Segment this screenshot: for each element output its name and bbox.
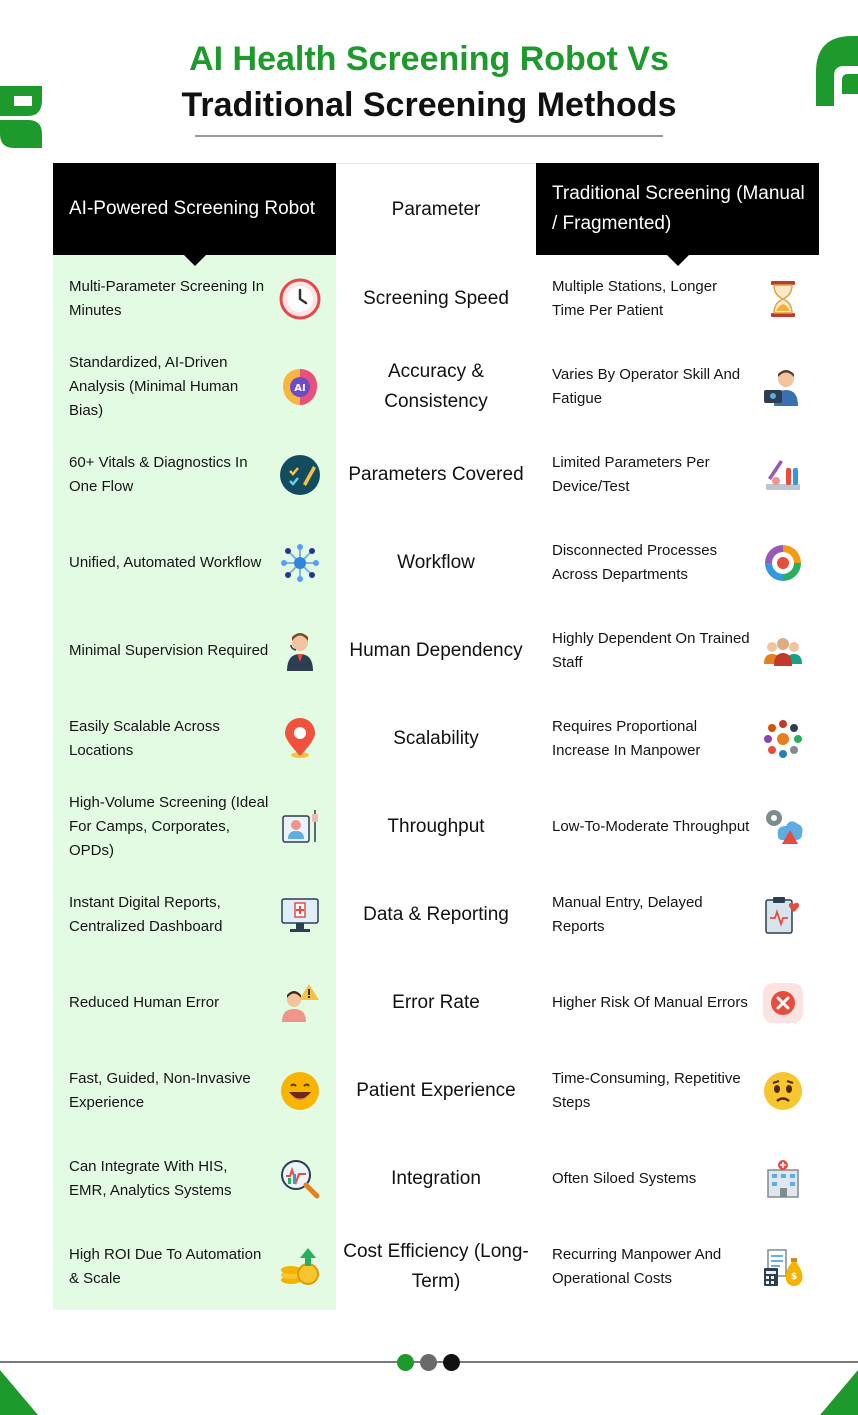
traditional-cell: Multiple Stations, Longer Time Per Patient <box>552 278 718 319</box>
table-row <box>53 1135 819 1223</box>
tired-operator-icon <box>762 366 804 408</box>
person-alert-icon <box>279 982 321 1024</box>
traditional-cell: Low-To-Moderate Throughput <box>552 818 750 835</box>
parameter-cell: Accuracy & Consistency <box>384 361 488 412</box>
traditional-cell: Recurring Manpower And Operational Costs <box>552 1246 722 1287</box>
hourglass-icon <box>762 278 804 320</box>
traditional-cell: Highly Dependent On Trained Staff <box>552 630 750 671</box>
header-parameter-label: Parameter <box>391 198 481 220</box>
dashboard-monitor-icon <box>279 894 321 936</box>
ai-cell: 60+ Vitals & Diagnostics In One Flow <box>69 454 248 495</box>
lab-test-tubes-icon <box>762 454 804 496</box>
ai-cell: Minimal Supervision Required <box>69 642 269 659</box>
coins-growth-icon <box>279 1246 321 1288</box>
ai-cell: Standardized, AI-Driven Analysis (Minimal Human Bias) <box>69 354 239 419</box>
traditional-cell: Disconnected Processes Across Departments <box>552 542 718 583</box>
parameter-cell: Patient Experience <box>356 1080 516 1101</box>
header-traditional-label: Traditional Screening (Manual / Fragmented) <box>552 183 805 234</box>
support-agent-icon <box>279 630 321 672</box>
header-parameter <box>336 163 536 255</box>
stopwatch-icon <box>279 278 321 320</box>
table-row <box>53 1223 819 1311</box>
patient-monitor-icon <box>279 806 321 848</box>
corner-triangle-right <box>820 1370 858 1415</box>
ai-brain-icon <box>279 366 321 408</box>
table-row <box>53 783 819 871</box>
parameter-cell: Human Dependency <box>349 640 523 661</box>
title-line-1: AI Health Screening Robot Vs <box>189 40 669 78</box>
happy-face-icon <box>279 1070 321 1112</box>
table-row <box>53 871 819 959</box>
table-row <box>53 343 819 431</box>
parameter-cell: Workflow <box>397 552 475 573</box>
title-line-2: Traditional Screening Methods <box>181 86 677 124</box>
header-ai-label: AI-Powered Screening Robot <box>69 198 316 219</box>
dot-green <box>397 1354 414 1371</box>
traditional-cell: Requires Proportional Increase In Manpower <box>552 718 701 759</box>
table-row <box>53 607 819 695</box>
dot-black <box>443 1354 460 1371</box>
header-traditional <box>536 163 819 255</box>
network-workflow-icon <box>279 542 321 584</box>
svg-text:AI: AI <box>294 383 306 394</box>
ai-cell: Multi-Parameter Screening In Minutes <box>69 278 265 319</box>
analytics-search-icon <box>279 1158 321 1200</box>
clipboard-report-icon <box>762 894 804 936</box>
ai-cell: High-Volume Screening (Ideal For Camps, Corporates, OPDs) <box>69 794 269 859</box>
ai-cell: Unified, Automated Workflow <box>69 554 262 571</box>
traditional-cell: Higher Risk Of Manual Errors <box>552 994 748 1011</box>
ai-cell: Easily Scalable Across Locations <box>69 718 220 759</box>
table-row <box>53 695 819 783</box>
parameter-cell: Scalability <box>393 728 479 749</box>
dot-gray <box>420 1354 437 1371</box>
parameter-cell: Screening Speed <box>363 288 509 309</box>
cost-calculator-icon <box>762 1246 804 1288</box>
title-underline <box>195 135 663 137</box>
manpower-group-icon <box>762 718 804 760</box>
worried-face-icon <box>762 1070 804 1112</box>
ai-cell: Can Integrate With HIS, EMR, Analytics Systems <box>69 1158 232 1199</box>
traditional-cell: Varies By Operator Skill And Fatigue <box>552 366 741 407</box>
parameter-cell: Cost Efficiency (Long-Term) <box>343 1241 529 1292</box>
table-row <box>53 959 819 1047</box>
table-row <box>53 431 819 519</box>
traditional-cell: Manual Entry, Delayed Reports <box>552 894 703 935</box>
table-row <box>53 255 819 343</box>
parameter-cell: Parameters Covered <box>348 464 524 485</box>
parameter-cell: Error Rate <box>392 992 480 1013</box>
ai-cell: High ROI Due To Automation & Scale <box>69 1246 262 1287</box>
process-cycle-icon <box>762 542 804 584</box>
ai-cell: Instant Digital Reports, Centralized Dashboard <box>69 894 223 935</box>
staff-team-icon <box>762 630 804 672</box>
ai-cell: Reduced Human Error <box>69 994 220 1011</box>
table-row <box>53 1047 819 1135</box>
parameter-cell: Data & Reporting <box>363 904 509 925</box>
checklist-pen-icon <box>279 454 321 496</box>
header-ai <box>53 163 336 255</box>
parameter-cell: Throughput <box>387 816 485 837</box>
ai-cell: Fast, Guided, Non-Invasive Experience <box>69 1070 251 1111</box>
error-x-icon <box>762 982 804 1024</box>
traditional-cell: Often Siloed Systems <box>552 1170 697 1187</box>
location-pin-icon <box>279 718 321 760</box>
svg-text:$: $ <box>790 1272 798 1282</box>
traditional-cell: Time-Consuming, Repetitive Steps <box>552 1070 741 1111</box>
parameter-cell: Integration <box>391 1168 481 1189</box>
pagination-dots <box>397 1354 461 1372</box>
corner-triangle-left <box>0 1370 38 1415</box>
hospital-building-icon <box>762 1158 804 1200</box>
table-row <box>53 519 819 607</box>
gears-cloud-icon <box>762 806 804 848</box>
traditional-cell: Limited Parameters Per Device/Test <box>552 454 710 495</box>
page-title <box>0 36 858 128</box>
